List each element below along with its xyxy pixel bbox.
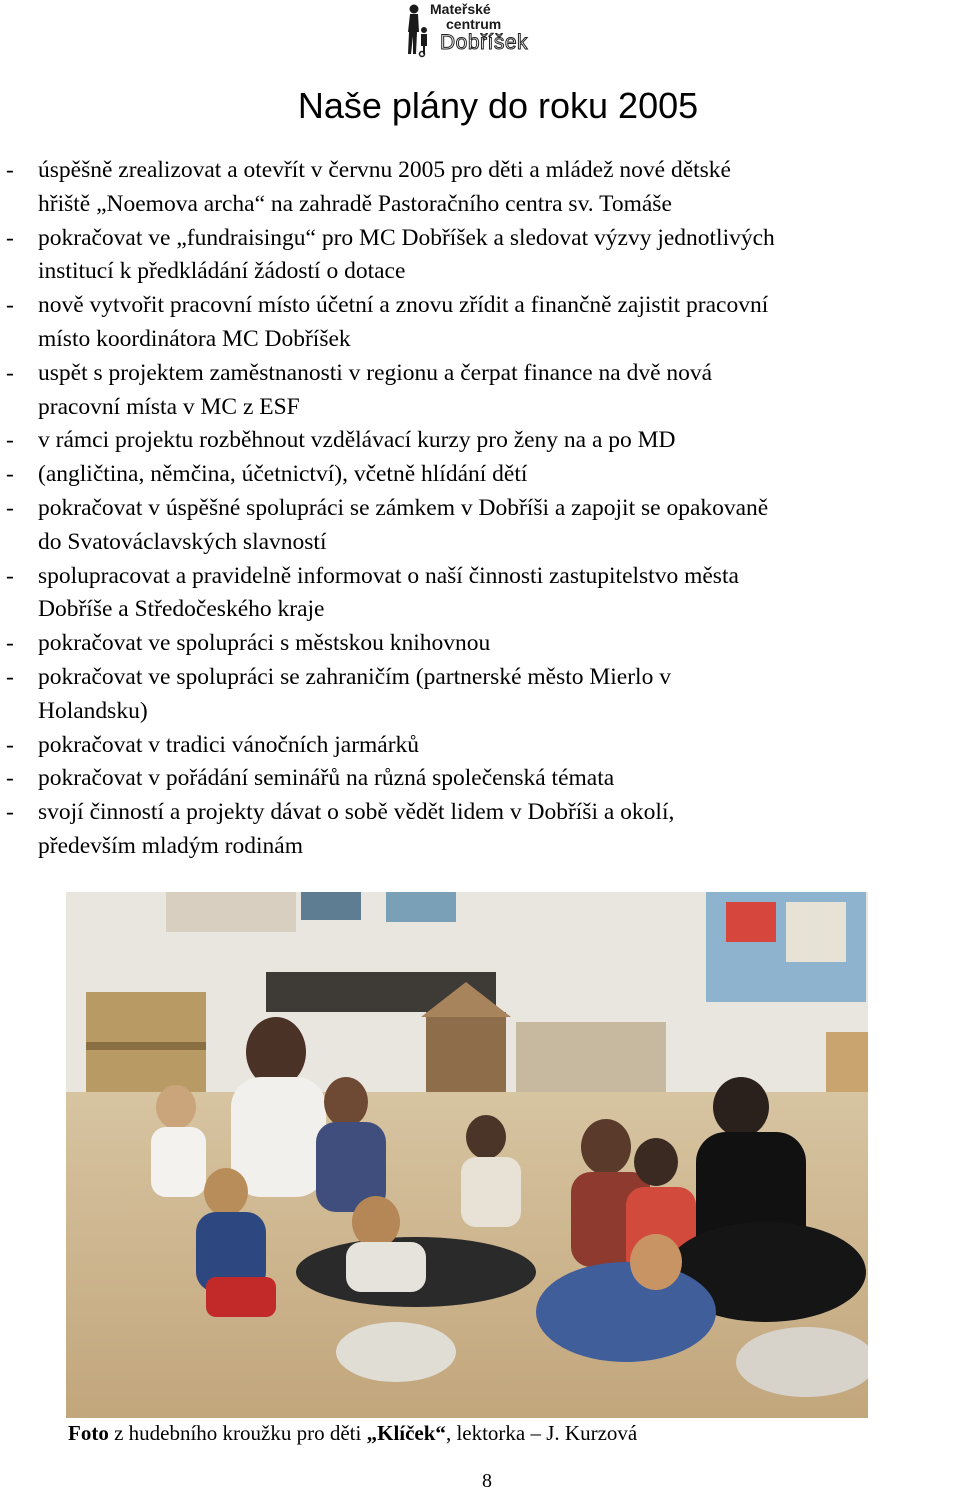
plan-item bbox=[0, 729, 960, 763]
plan-bullet: - bbox=[6, 562, 14, 589]
plan-item bbox=[0, 222, 960, 290]
plan-text: úspěšně zrealizovat a otevřít v červnu 2005 pro děti a mládež nové dětské hřiště „Noemova archa“ na zahradě Pastoračního centra sv. Tomáše bbox=[38, 157, 731, 217]
plan-bullet: - bbox=[6, 663, 14, 690]
plan-text: nově vytvořit pracovní místo účetní a znovu zřídit a finančně zajistit pracovní místo koordinátora MC Dobříšek bbox=[38, 292, 769, 352]
plan-bullet: - bbox=[6, 731, 14, 758]
plan-text: pokračovat v pořádání seminářů na různá společenská témata bbox=[38, 765, 615, 792]
caption-foto: Foto bbox=[68, 1421, 109, 1445]
plan-item bbox=[0, 492, 960, 560]
plan-item bbox=[0, 762, 960, 796]
caption-text: z hudebního kroužku pro děti bbox=[108, 1421, 367, 1445]
plan-item bbox=[0, 458, 960, 492]
plan-item bbox=[0, 424, 960, 458]
plan-bullet: - bbox=[6, 359, 14, 386]
plan-bullet: - bbox=[6, 461, 14, 488]
group-photo bbox=[66, 892, 868, 1418]
plan-bullet: - bbox=[6, 765, 14, 792]
logo-line1: Mateřské bbox=[430, 1, 491, 17]
logo bbox=[404, 2, 534, 58]
caption-lecturer: , lektorka – J. Kurzová bbox=[445, 1421, 638, 1445]
plan-item bbox=[0, 560, 960, 628]
plan-item bbox=[0, 627, 960, 661]
plan-bullet: - bbox=[6, 494, 14, 521]
plan-text: pokračovat v tradici vánočních jarmárků bbox=[38, 731, 420, 758]
page-number: 8 bbox=[482, 1470, 492, 1492]
plan-item bbox=[0, 289, 960, 357]
plan-bullet: - bbox=[6, 799, 14, 826]
logo-line2: centrum bbox=[446, 16, 502, 32]
plan-item bbox=[0, 154, 960, 222]
plan-item bbox=[0, 661, 960, 729]
plan-text: pokračovat ve spolupráci s městskou knihovnou bbox=[38, 630, 491, 657]
plan-item bbox=[0, 357, 960, 425]
photo-caption bbox=[68, 1420, 637, 1446]
family-silhouette-icon bbox=[404, 2, 430, 58]
photo-illustration bbox=[66, 892, 868, 1418]
logo-wordmark bbox=[430, 2, 528, 54]
plan-bullet: - bbox=[6, 630, 14, 657]
plan-bullet: - bbox=[6, 224, 14, 251]
plan-text: svojí činností a projekty dávat o sobě vědět lidem v Dobříši a okolí, především mladým rodinám bbox=[38, 799, 675, 859]
plan-text: v rámci projektu rozběhnout vzdělávací kurzy pro ženy na a po MD bbox=[38, 427, 676, 454]
plan-text: pokračovat ve spolupráci se zahraničím (partnerské město Mierlo v Holandsku) bbox=[38, 663, 671, 724]
plan-bullet: - bbox=[6, 292, 14, 319]
plan-text: (angličtina, němčina, účetnictví), včetně hlídání dětí bbox=[38, 461, 528, 488]
plan-text: uspět s projektem zaměstnanosti v regionu a čerpat finance na dvě nová pracovní místa v MC z ESF bbox=[38, 359, 713, 420]
plan-text: spolupracovat a pravidelně informovat o naší činnosti zastupitelstvo města Dobříše a Středočeského kraje bbox=[38, 562, 739, 623]
logo-line3: Dobříšek bbox=[440, 31, 529, 54]
caption-klicek: „Klíček“ bbox=[366, 1421, 446, 1445]
plan-item bbox=[0, 796, 960, 864]
page-title: Naše plány do roku 2005 bbox=[297, 85, 699, 126]
plans-list bbox=[0, 154, 960, 864]
plan-bullet: - bbox=[6, 157, 14, 183]
plan-bullet: - bbox=[6, 427, 14, 454]
plan-text: pokračovat v úspěšné spolupráci se zámkem v Dobříši a zapojit se opakovaně do Svatováclavských slavností bbox=[38, 494, 769, 555]
plan-text: pokračovat ve „fundraisingu“ pro MC Dobříšek a sledovat výzvy jednotlivých institucí k předkládání žádostí o dotace bbox=[38, 224, 775, 285]
